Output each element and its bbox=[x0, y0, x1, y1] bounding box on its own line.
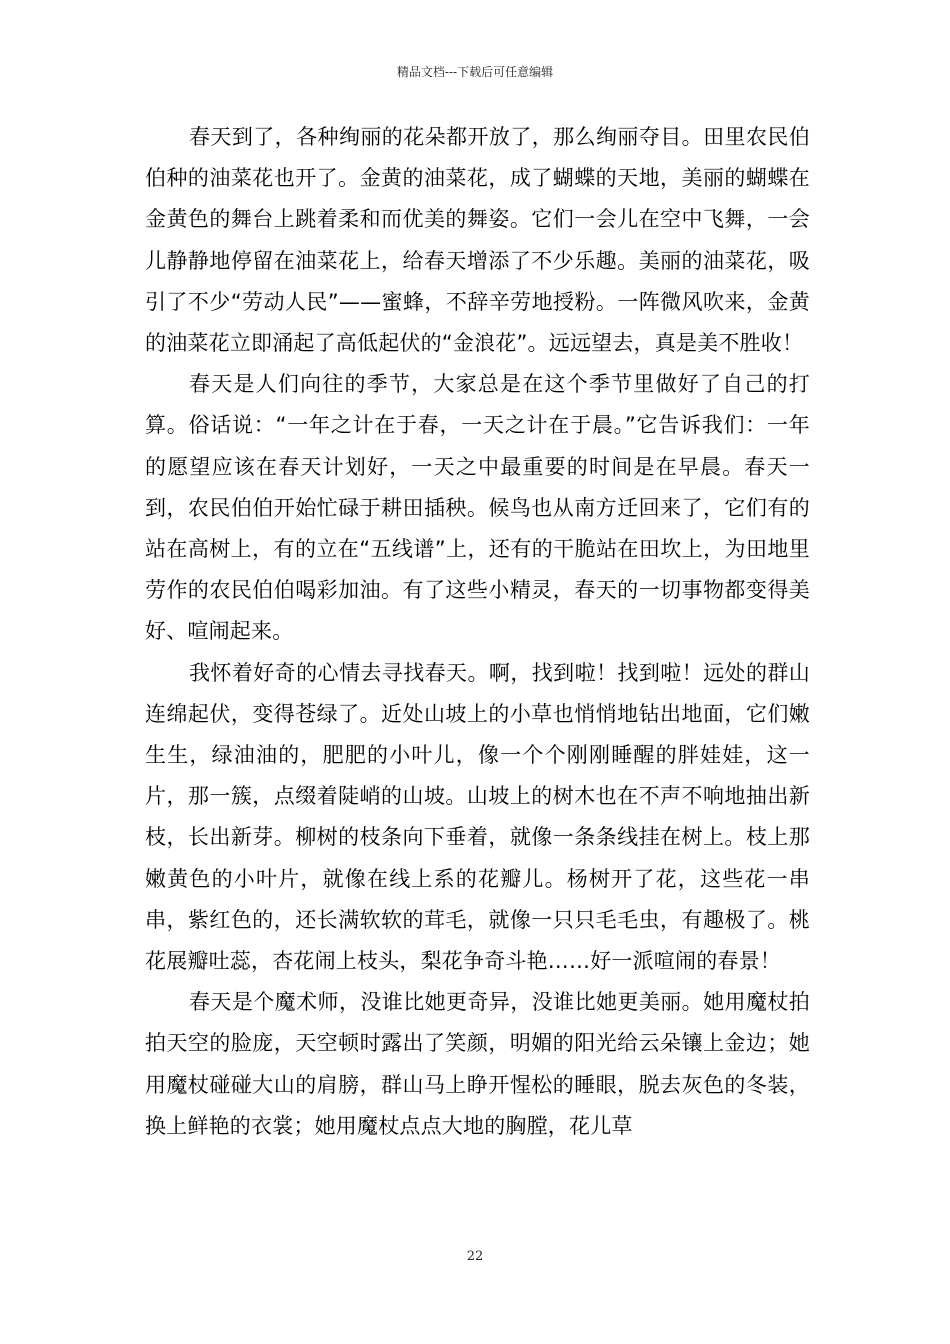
paragraph-4: 春天是个魔术师，没谁比她更奇异，没谁比她更美丽。她用魔杖拍拍天空的脸庞，天空顿时露出了笑颜，明媚的阳光给云朵镶上金边；她用魔杖碰碰大山的肩膀，群山马上睁开惺松的睡眼，脱去灰色的冬装，换上鲜艳的衣裳；她用魔杖点点大地的胸膛，花儿草 bbox=[145, 990, 810, 1138]
page-header: 精品文档---下载后可任意编辑 bbox=[396, 65, 554, 79]
essay-body bbox=[145, 117, 810, 1147]
paragraph-2: 春天是人们向往的季节，大家总是在这个季节里做好了自己的打算。俗话说：“一年之计在于春，一天之计在于晨。”它告诉我们：一年的愿望应该在春天计划好，一天之中最重要的时间是在早晨。春天一到，农民伯伯开始忙碌于耕田插秧。候鸟也从南方迁回来了，它们有的站在高树上，有的立在“五线谱”上，还有的干脆站在田坎上，为田地里劳作的农民伯伯喝彩加油。有了这些小精灵，春天的一切事物都变得美好、喧闹起来。 bbox=[145, 372, 810, 644]
page-number: 22 bbox=[466, 1249, 484, 1264]
paragraph-3: 我怀着好奇的心情去寻找春天。啊，找到啦！找到啦！远处的群山连绵起伏，变得苍绿了。近处山坡上的小草也悄悄地钻出地面，它们嫩生生，绿油油的，肥肥的小叶儿，像一个个刚刚睡醒的胖娃娃，这一片，那一簇，点缀着陡峭的山坡。山坡上的树木也在不声不响地抽出新枝，长出新芽。柳树的枝条向下垂着，就像一条条线挂在树上。枝上那嫩黄色的小叶片，就像在线上系的花瓣儿。杨树开了花，这些花一串串，紫红色的，还长满软软的茸毛，就像一只只毛毛虫，有趣极了。桃花展瓣吐蕊，杏花闹上枝头，梨花争奇斗艳……好一派喧闹的春景！ bbox=[145, 660, 810, 974]
paragraph-1: 春天到了，各种绚丽的花朵都开放了，那么绚丽夺目。田里农民伯伯种的油菜花也开了。金黄的油菜花，成了蝴蝶的天地，美丽的蝴蝶在金黄色的舞台上跳着柔和而优美的舞姿。它们一会儿在空中飞舞，一会儿静静地停留在油菜花上，给春天增添了不少乐趣。美丽的油菜花，吸引了不少“劳动人民”——蜜蜂，不辞辛劳地授粉。一阵微风吹来，金黄的油菜花立即涌起了高低起伏的“金浪花”。远远望去，真是美不胜收！ bbox=[145, 125, 810, 356]
